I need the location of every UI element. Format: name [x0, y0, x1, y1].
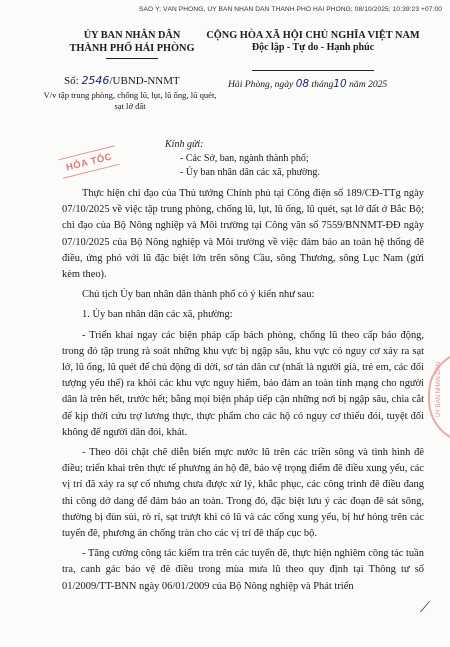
- body-paragraph: - Tăng cường công tác kiểm tra trên các tuyến đê, thực hiện nghiêm công tác tuần tra, canh gác bảo vệ đê điều trong mùa mưa lũ theo quy định tại Thông tư số 01/2009/TT-BNN ngày 06/01/2009 của Bộ Nông nghiệp và Phát triển: [62, 548, 424, 592]
- body-paragraph: Thực hiện chỉ đạo của Thủ tướng Chính phủ tại Công điện số 189/CĐ-TTg ngày 07/10/2025 về việc tập trung phòng, chống lũ, lụt, lũ ống, lũ quét, sạt lở đất ở Bắc Bộ; chỉ đạo của Bộ Nông nghiệp và Môi trường tại Công văn số 7559/BNNMT-ĐĐ ngày 07/10/2025 của Bộ Nông nghiệp và Môi trường về việc đảm bảo an toàn hệ thống đê điều, ứng phó với lũ đặc biệt lớn trên sông Cầu, sông Thương, sông Lục Nam (gửi kèm theo).: [62, 188, 424, 281]
- document-subject: V/v tập trung phòng, chống lũ, lụt, lũ ống, lũ quét, sạt lở đất: [43, 90, 217, 111]
- body-paragraph: - Theo dõi chặt chẽ diễn biến mực nước lũ trên các triền sông và tình hình đê điều; triển khai trên thực tế phương án hộ đê, bảo vệ trọng điểm đê điều xung yếu, các vị trí đã xảy ra sự cố nhưng chưa được xử lý, khắc phục, các công trình đê điều đang thi công dở dang để đảm bảo an toàn. Trong đó, đặc biệt lưu ý các đoạn đê sát sông, thường bị đùn sủi, rò rỉ, sạt trượt khi có lũ và các cống xung yếu, bị hư hỏng trên các tuyến đê, phương án chống tràn cho các vị trí đê thấp cục bộ.: [62, 447, 424, 540]
- document-date: [228, 78, 387, 90]
- initial-mark-icon: ⟋: [420, 600, 430, 616]
- docno-number: 2546: [81, 74, 110, 87]
- date-prefix: Hải Phòng, ngày: [228, 79, 294, 90]
- body-paragraph: Chủ tịch Ủy ban nhân dân thành phố có ý kiến như sau:: [82, 289, 315, 301]
- issuer-line1: ỦY BAN NHÂN DÂN: [83, 30, 181, 41]
- body-paragraph: 1. Ủy ban nhân dân các xã, phường:: [82, 309, 233, 321]
- issuer-underline: [106, 58, 158, 59]
- issuer-header: [52, 29, 212, 55]
- issuer-line2: THÀNH PHỐ HẢI PHÒNG: [69, 43, 195, 54]
- nation-line1: CỘNG HÒA XÃ HỘI CHỦ NGHĨA VIỆT NAM: [206, 30, 420, 41]
- red-seal-edge: [428, 350, 450, 444]
- body-paragraph: - Triển khai ngay các biện pháp cấp bách phòng, chống lũ theo cấp báo động, trong đó tập trung rà soát những khu vực bị ngập sâu, khu vực có nguy cơ xảy ra sạt lở, lũ ống, lũ quét để chủ động di dời, sơ tán dân cư (nhất là người già, trẻ em, các đối tượng yếu thế) ra khỏi các khu vực nguy hiểm, bảo đảm an toàn tính mạng cho người dân là trên hết, trước hết; bằng mọi biện pháp tiếp cận những nơi bị ngập sâu, chia cắt để kịp thời cứu trợ lương thực, thực phẩm cho các hộ có nguy cơ thiếu đói, tuyệt đối không để người dân đói, khát.: [62, 329, 424, 438]
- recipients-label: Kính gửi:: [165, 139, 204, 150]
- date-month: 10: [333, 78, 347, 90]
- date-year: năm 2025: [349, 79, 388, 90]
- document-body: [62, 186, 424, 595]
- motto-underline: [252, 70, 374, 71]
- urgent-stamp: HỎA TỐC: [58, 145, 119, 178]
- docno-suffix: /UBND-NNMT: [109, 75, 180, 87]
- recipient-item: - Ủy ban nhân dân các xã, phường.: [180, 167, 320, 178]
- date-month-label: tháng: [311, 79, 334, 90]
- nation-motto: Độc lập - Tự do - Hạnh phúc: [251, 42, 375, 53]
- seal-text: ỦY BAN NHÂN DÂN: [436, 362, 442, 418]
- nation-header: [196, 29, 430, 54]
- recipient-item: - Các Sở, ban, ngành thành phố;: [180, 153, 309, 164]
- docno-prefix: Số:: [64, 75, 79, 87]
- digital-copy-stamp: SAO Y; VĂN PHÒNG, ỦY BAN NHÂN DÂN THÀNH PHỐ HẢI PHÒNG; 08/10/2025; 10:39:23 +07:00: [139, 6, 442, 13]
- date-day: 08: [295, 78, 310, 90]
- document-number: [64, 74, 180, 87]
